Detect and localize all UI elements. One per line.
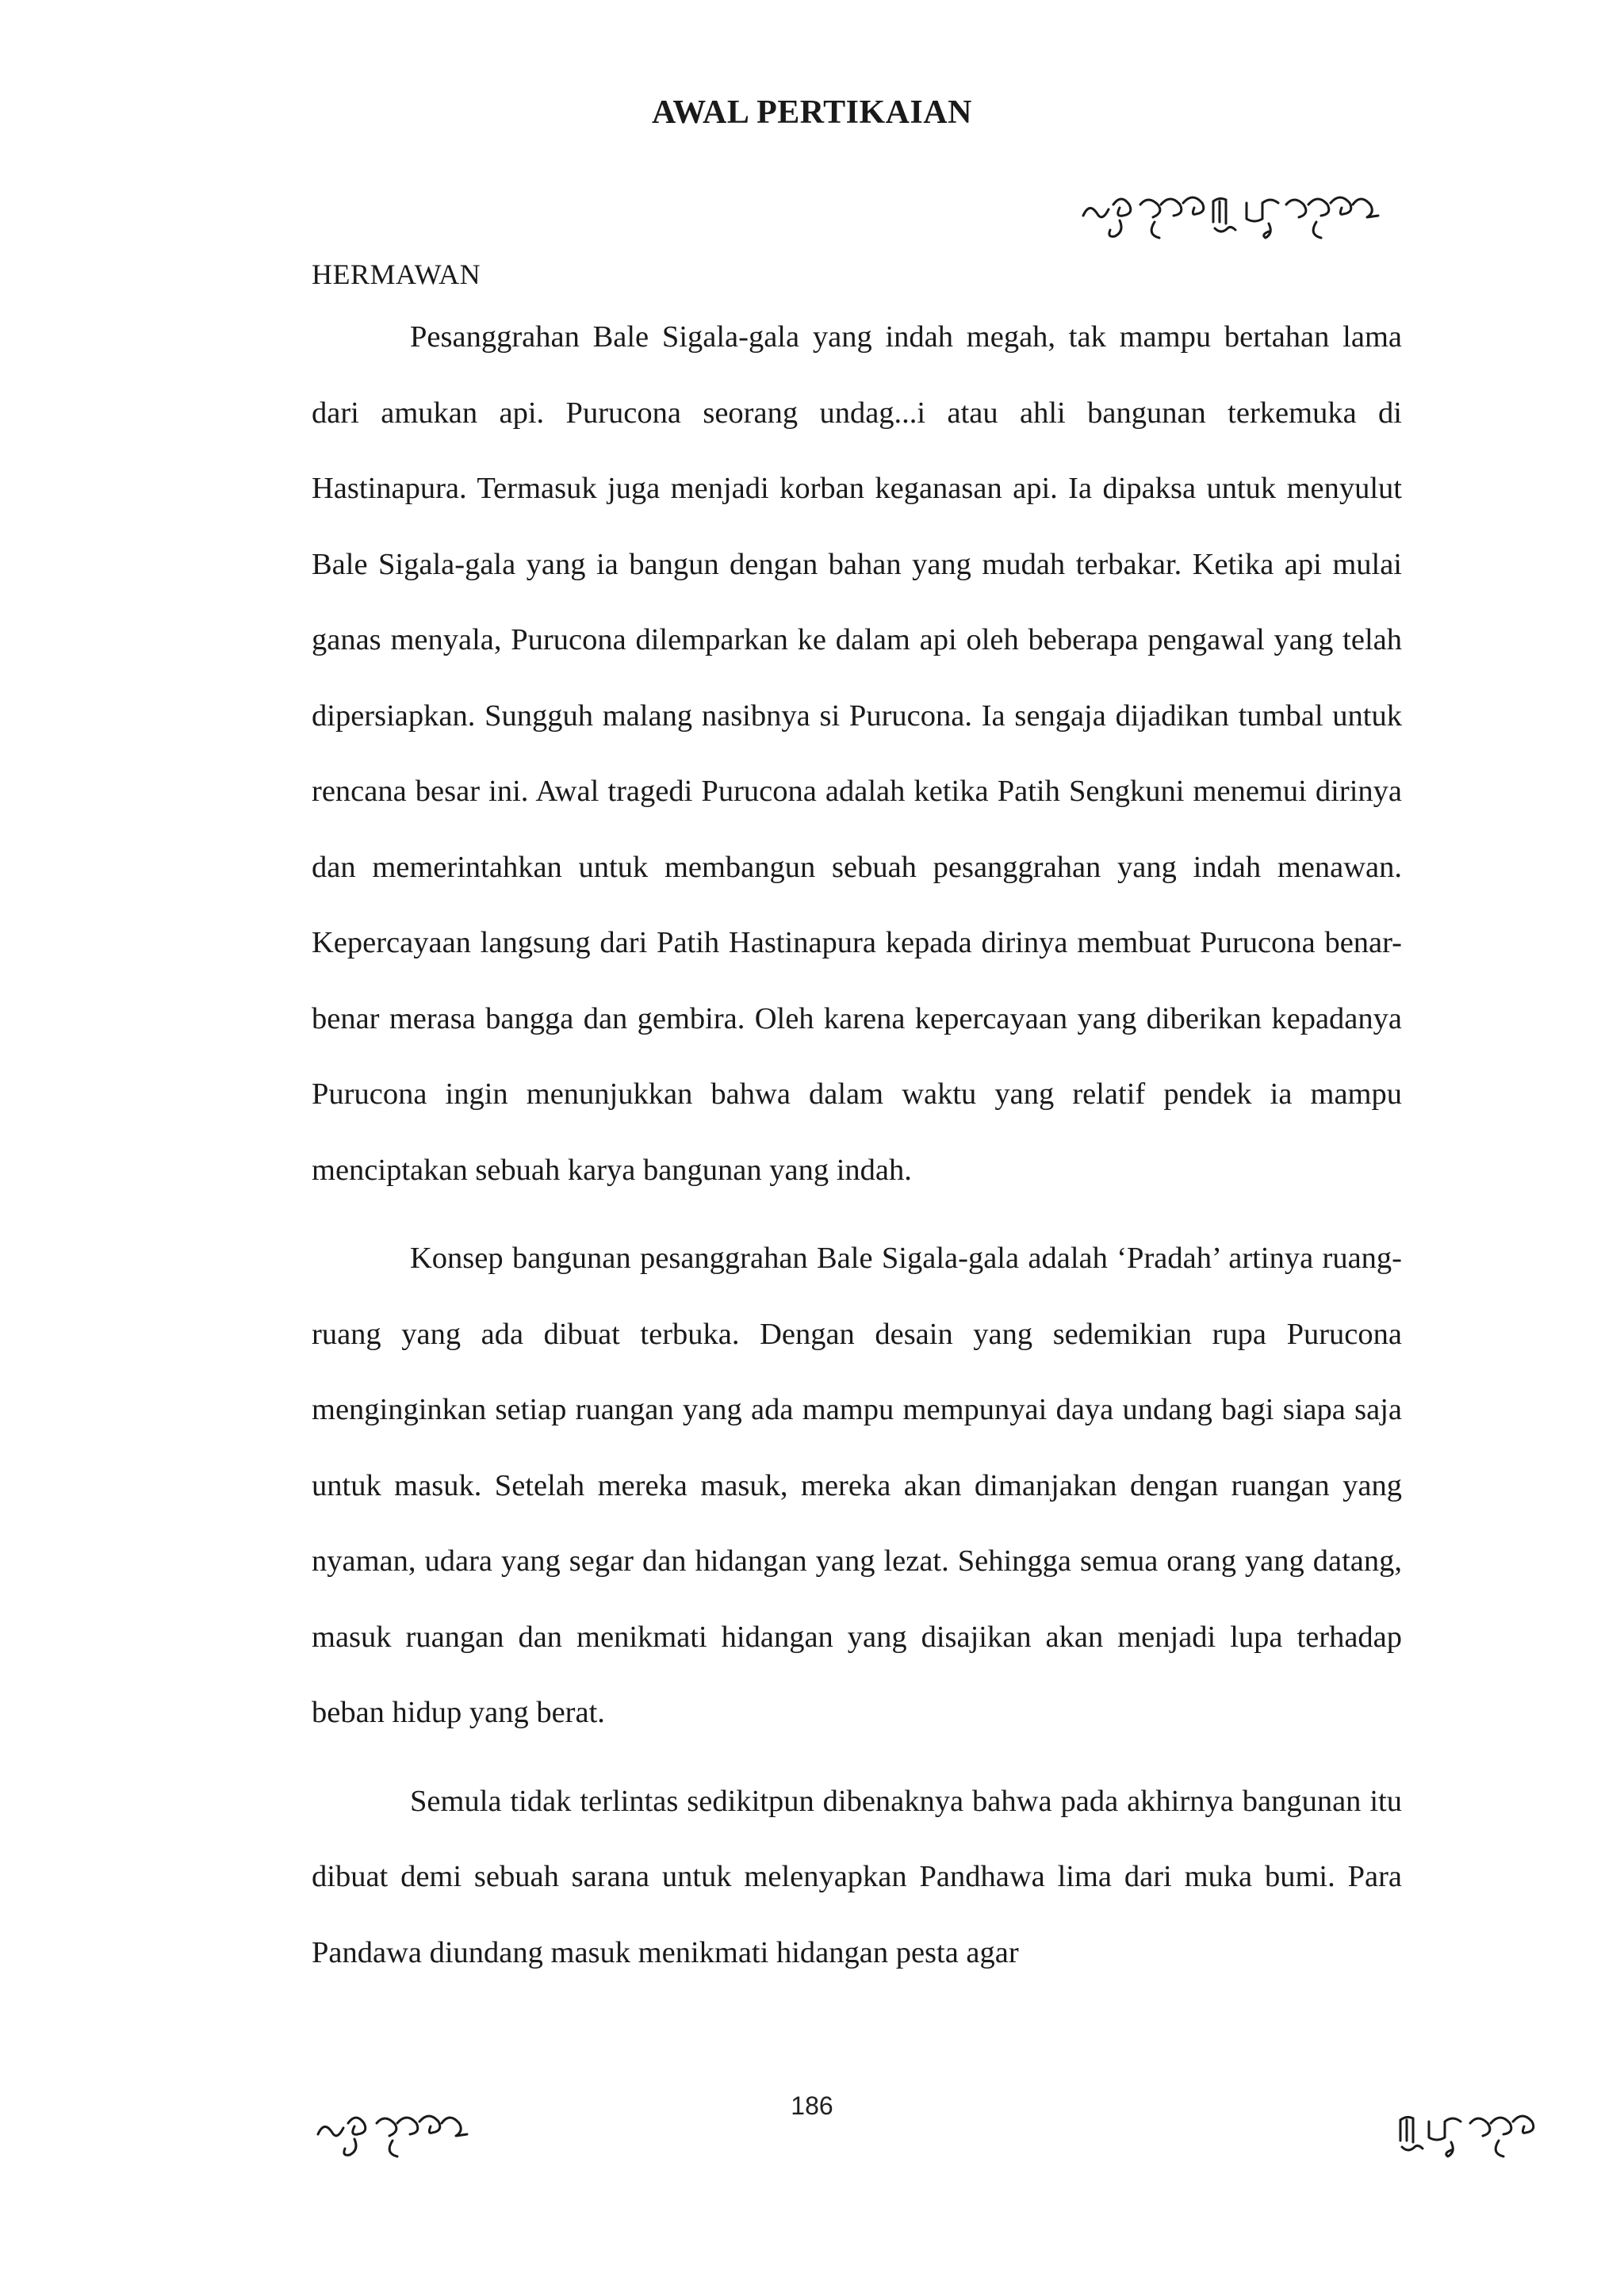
paragraph: Pesanggrahan Bale Sigala-gala yang indah megah, tak mampu bertahan lama dari amukan api. Purucona seorang undag...i atau ahli bangunan terkemuka di Hastinapura. Termasuk juga menjadi korban keganasan api. Ia dipaksa untuk menyulut Bale Sigala-gala yang ia bangun dengan bahan yang mudah terbakar. Ketika api mulai ganas menyala, Purucona dilemparkan ke dalam api oleh beberapa pengawal yang telah dipersiapkan. Sungguh malang nasibnya si Purucona. Ia sengaja dijadikan tumbal untuk rencana besar ini. Awal tragedi Purucona adalah ketika Patih Sengkuni menemui dirinya dan memerintahkan untuk membangun sebuah pesanggrahan yang indah menawan. Kepercayaan langsung dari Patih Hastinapura kepada dirinya membuat Purucona benar-benar merasa bangga dan gembira. Oleh karena kepercayaan yang diberikan kepadanya Purucona ingin menunjukkan bahwa dalam waktu yang relatif pendek ia mampu menciptakan sebuah karya bangunan yang indah. bbox=[312, 320, 1402, 1187]
paragraph: Konsep bangunan pesanggrahan Bale Sigala-gala adalah ‘Pradah’ artinya ruang-ruang yang ada dibuat terbuka. Dengan desain yang sedemikian rupa Purucona menginginkan setiap ruangan yang ada mampu mempunyai daya undang bagi siapa saja untuk masuk. Setelah mereka masuk, mereka akan dimanjakan dengan ruangan yang nyaman, udara yang segar dan hidangan yang lezat. Sehingga semua orang yang datang, masuk ruangan dan menikmati hidangan yang disajikan akan menjadi lupa terhadap beban hidup yang berat. bbox=[312, 1242, 1402, 1729]
author-name: HERMAWAN bbox=[312, 258, 481, 290]
javanese-script-footer-right-icon bbox=[1396, 2099, 1554, 2163]
page-number: 186 bbox=[791, 2091, 833, 2120]
paragraph: Semula tidak terlintas sedikitpun dibenaknya bahwa pada akhirnya bangunan itu dibuat demi sebuah sarana untuk melenyapkan Pandhawa lima dari muka bumi. Para Pandawa diundang masuk menikmati hidangan pesta agar bbox=[312, 1784, 1402, 1969]
body-text bbox=[312, 300, 1402, 1991]
javanese-script-header-icon bbox=[1078, 181, 1404, 244]
page-title: AWAL PERTIKAIAN bbox=[652, 94, 972, 131]
javanese-script-footer-left-icon bbox=[313, 2099, 496, 2163]
